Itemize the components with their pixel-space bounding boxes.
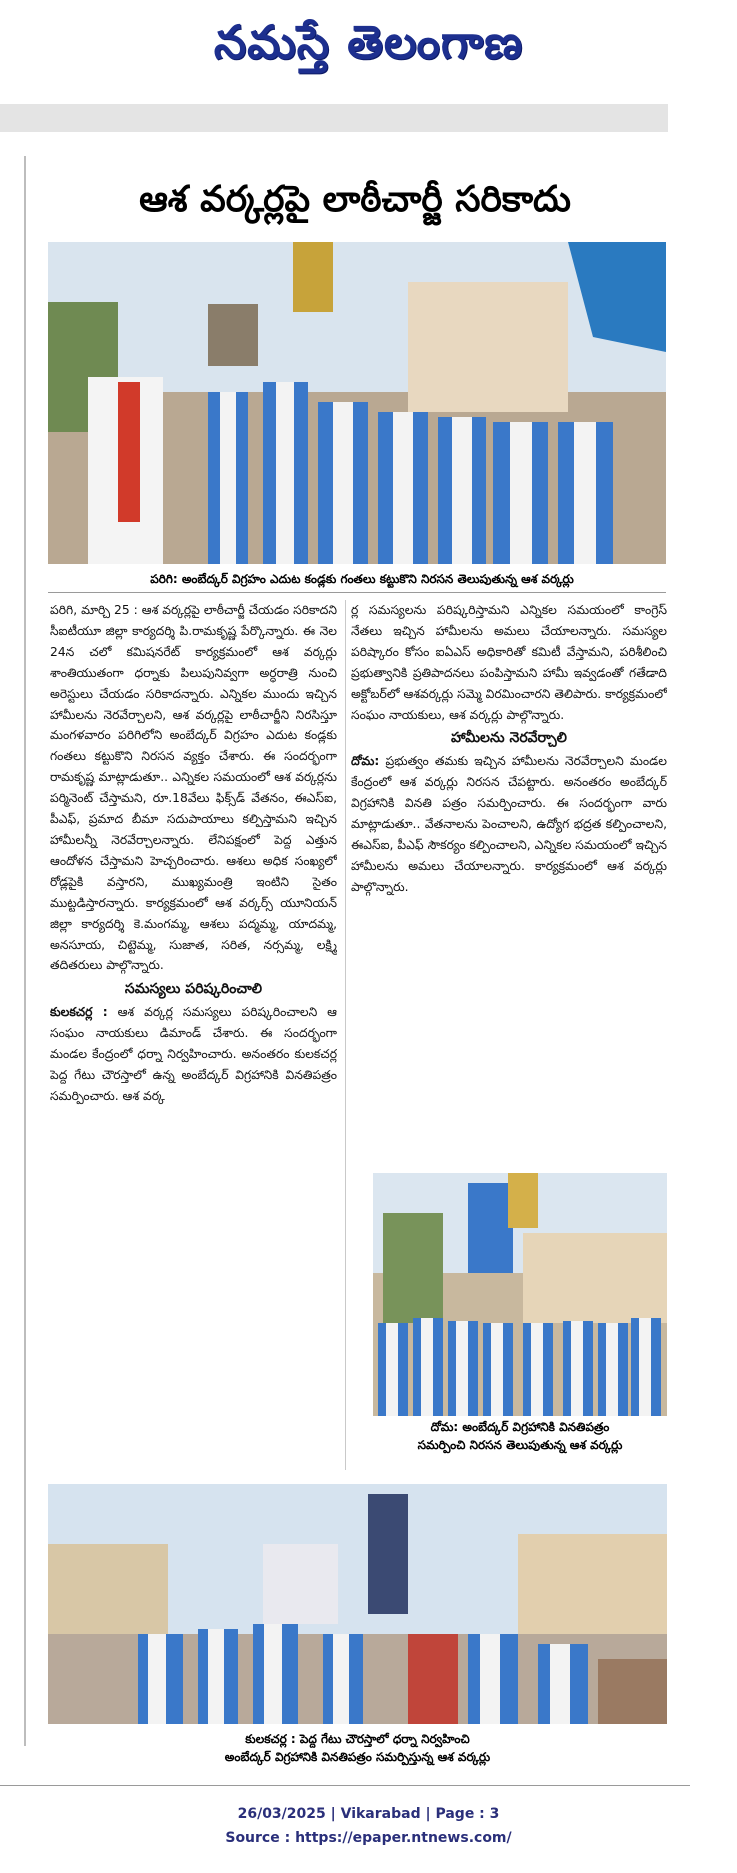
- caption-line: సమర్పించి నిరసన తెలుపుతున్న ఆశ వర్కర్లు: [417, 1438, 623, 1452]
- caption-line: కులకచర్ల : పెద్ద గేటు చౌరస్తాలో ధర్నా నిర్వహించి: [245, 1732, 470, 1746]
- article-paragraph: ర్ల సమస్యలను పరిష్కరిస్తామని ఎన్నికల సమయంలో కాంగ్రెస్ నేతలు ఇచ్చిన హామీలను అమలు చేయాలన్నారు. సమస్యల పరిష్కారం కోసం ఐఏఎస్ అధికారితో కమిటీ వేస్తామని, పరిశీలించి ప్రభుత్వానికి ప్రతిపాదనలు పంపిస్తామని హామీ ఇవ్వడంతో గతేడాది అక్టోబర్‌లో ఆశవర్కర్లు సమ్మె విరమించారని తెలిపారు. కార్యక్రమంలో సంఘం నాయకులు, ఆశ వర్కర్లు పాల్గొన్నారు.: [351, 603, 667, 722]
- dateline: కులకచర్ల :: [50, 1005, 108, 1020]
- article-paragraph: [50, 1002, 337, 1107]
- subheading: సమస్యలు పరిష్కరించాలి: [124, 981, 263, 998]
- dateline: దోమ:: [351, 754, 380, 769]
- edition-info: 26/03/2025 | Vikarabad | Page : 3: [237, 1806, 500, 1822]
- paragraph-text: ఆశ వర్కర్ల సమస్యలు పరిష్కరించాలని ఆ సంఘం నాయకులు డిమాండ్ చేశారు. ఈ సందర్భంగా మండల కేంద్రంలో ధర్నా నిర్వహించారు. అనంతరం కులకచర్ల పెద్ద గేటు చౌరస్తాలో ఉన్న అంబేద్కర్ విగ్రహానికి వినతిపత్రం సమర్పించారు. ఆశ వర్క: [50, 1005, 337, 1103]
- right-photo-caption: [373, 1418, 667, 1454]
- left-margin-rule: [24, 156, 26, 1746]
- caption-divider: [48, 592, 666, 593]
- article-headline: ఆశ వర్కర్లపై లాఠీచార్జీ సరికాదు: [139, 179, 571, 220]
- paragraph-text: ప్రభుత్వం తమకు ఇచ్చిన హామీలను నెరవేర్చాలని మండల కేంద్రంలో ఆశ వర్కర్లు నిరసన చేపట్టారు. అనంతరం అంబేద్కర్ విగ్రహానికి వినతి పత్రం సమర్పించారు. ఈ సందర్భంగా వారు మాట్లాడుతూ.. వేతనాలను పెంచాలని, ఉద్యోగ భద్రత కల్పించాలని, ఈఎస్ఐ, పీఎఫ్ సౌకర్యం కల్పించాలని, ఎన్నికల సమయంలో ఇచ్చిన హామీలను అమలు చేయాలన్నారు. కార్యక్రమంలో ఆశ వర్కర్లు పాల్గొన్నారు.: [351, 754, 667, 894]
- bottom-photo: [48, 1484, 667, 1724]
- subheading: హామీలను నెరవేర్చాలి: [451, 730, 567, 747]
- source-link[interactable]: Source : https://epaper.ntnews.com/: [225, 1830, 512, 1846]
- masthead: [0, 6, 737, 78]
- article-right-column: [351, 600, 667, 1175]
- caption-line: దోమ: అంబేద్కర్ విగ్రహానికి వినతిపత్రం: [430, 1420, 610, 1434]
- top-photo-caption: పరిగి: అంబేద్కర్ విగ్రహం ఎదుట కండ్లకు గంతలు కట్టుకొని నిరసన తెలుపుతున్న ఆశ వర్కర్లు: [150, 572, 574, 586]
- masthead-band: [0, 104, 668, 132]
- article-paragraph: పరిగి, మార్చి 25 : ఆశ వర్కర్లపై లాఠీచార్జీ చేయడం సరికాదని సీఐటీయూ జిల్లా కార్యదర్శి పి.రామకృష్ణ పేర్కొన్నారు. ఈ నెల 24న చలో కమిషనరేట్ కార్యక్రమంలో ఆశ వర్కర్లు శాంతియుతంగా ధర్నాకు పిలుపునివ్వగా అర్ధరాత్రి నుంచి అరెస్టులు చేయడం సరికాదన్నారు. ఎన్నికల ముందు ఇచ్చిన హామీలను నెరవేర్చాలని, ఆశ వర్కర్లపై లాఠీచార్జీని నిరసిస్తూ మంగళవారం పరిగిలోని అంబేద్కర్ విగ్రహం ఎదుట కండ్లకు గంతలు కట్టుకొని నిరసన వ్యక్తం చేశారు. ఈ సందర్భంగా రామకృష్ణ మాట్లాడుతూ.. ఎన్నికల సమయంలో ఆశ వర్కర్లను పర్మినెంట్ చేస్తామని, రూ.18వేలు ఫిక్స్‌డ్ వేతనం, ఈఎస్ఐ, పీఎఫ్, ప్రమాద బీమా సదుపాయాలు కల్పిస్తామని ఇచ్చిన హామీలన్నీ నెరవేర్చాలన్నారు. లేనిపక్షంలో పెద్ద ఎత్తున ఆందోళన చేస్తామని హెచ్చరించారు. ఆశలు అధిక సంఖ్యలో రోడ్లపైకి వస్తారని, ముఖ్యమంత్రి ఇంటిని సైతం ముట్టడిస్తారన్నారు. కార్యక్రమంలో ఆశ వర్కర్స్ యూనియన్ జిల్లా కార్యదర్శి కె.మంగమ్మ, ఆశలు పద్మమ్మ, యాదమ్మ, అనసూయ, చిట్టెమ్మ, సుజాత, సరిత, నర్సమ్మ, లక్ష్మి తదితరులు పాల్గొన్నారు.: [50, 603, 337, 973]
- article-paragraph: [351, 751, 667, 897]
- column-divider: [345, 600, 346, 1470]
- footer-divider: [0, 1785, 690, 1786]
- newspaper-logo: నమస్తే తెలంగాణ: [213, 15, 524, 69]
- right-photo: [373, 1173, 667, 1416]
- top-photo: [48, 242, 666, 564]
- caption-line: అంబేద్కర్ విగ్రహానికి వినతిపత్రం సమర్పిస్తున్న ఆశ వర్కర్లు: [224, 1750, 491, 1764]
- bottom-photo-caption: [48, 1730, 667, 1766]
- article-left-column: [50, 600, 337, 1480]
